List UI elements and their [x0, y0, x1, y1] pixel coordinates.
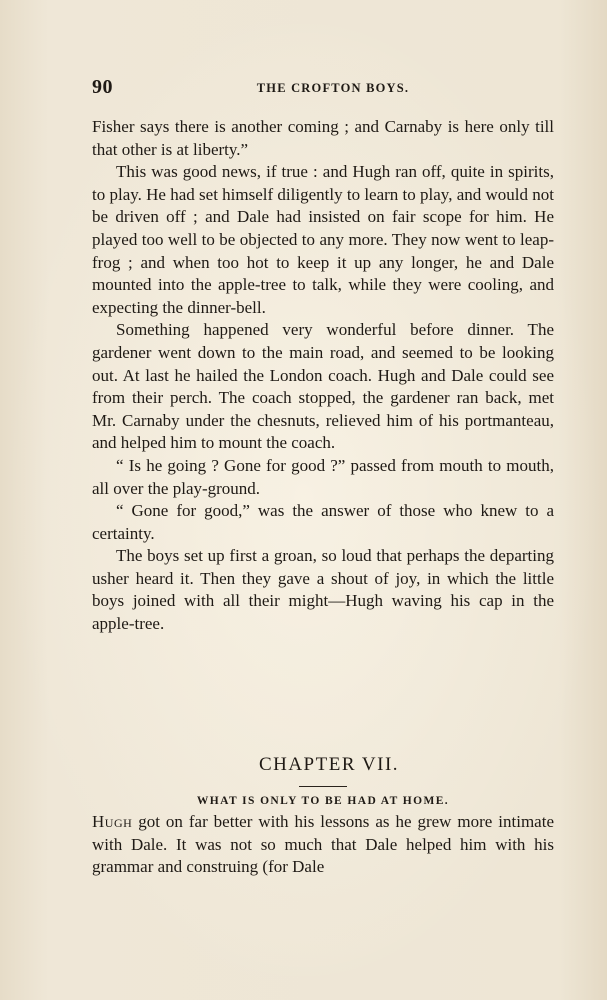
paragraph: Something happened very wonderful before dinner. The gardener went down to the main road, and seemed to be looking out. At last he hailed the London coach. Hugh and Dale could see from their perch. The coach stopped, the gardener ran back, met Mr. Carnaby under the chesnuts, relieved him of his portmanteau, and helped him to mount the coach. — [92, 320, 554, 453]
paragraph: The boys set up first a groan, so loud that perhaps the departing usher heard it. Then they gave a shout of joy, in which the little boys joined with all their might—Hugh waving his cap in the apple-tree. — [92, 546, 554, 634]
opening-word: Hugh — [92, 812, 133, 831]
body-text — [92, 116, 554, 636]
paragraph: Fisher says there is another coming ; and Carnaby is here only till that other is at liberty.” — [92, 117, 554, 159]
chapter-body-text — [92, 811, 554, 879]
paragraph: This was good news, if true : and Hugh ran off, quite in spirits, to play. He had set himself diligently to learn to play, and would not be driven off ; and Dale had insisted on fair scope for him. He played too well to be objected to any more. They now went to leap-frog ; and when too hot to keep it up any longer, he and Dale mounted into the apple-tree to talk, while they were cooling, and expecting the dinner-bell. — [92, 162, 554, 317]
page-number: 90 — [92, 76, 113, 98]
running-head: THE CROFTON BOYS. — [256, 81, 410, 95]
opening-text: got on far better with his lessons as he grew more intimate with Dale. It was not so much that Dale helped him with his grammar and construing (for Dale — [92, 812, 554, 877]
page-header — [92, 76, 554, 98]
chapter-subtitle: WHAT IS ONLY TO BE HAD AT HOME. — [196, 795, 450, 807]
chapter-heading — [92, 752, 554, 807]
chapter-opening-paragraph — [92, 811, 554, 879]
chapter-divider — [299, 786, 347, 787]
paragraph: “ Is he going ? Gone for good ?” passed from mouth to mouth, all over the play-ground. — [92, 455, 554, 498]
paragraph: “ Gone for good,” was the answer of those who knew to a certainty. — [92, 501, 554, 543]
chapter-title: CHAPTER VII. — [258, 754, 400, 775]
